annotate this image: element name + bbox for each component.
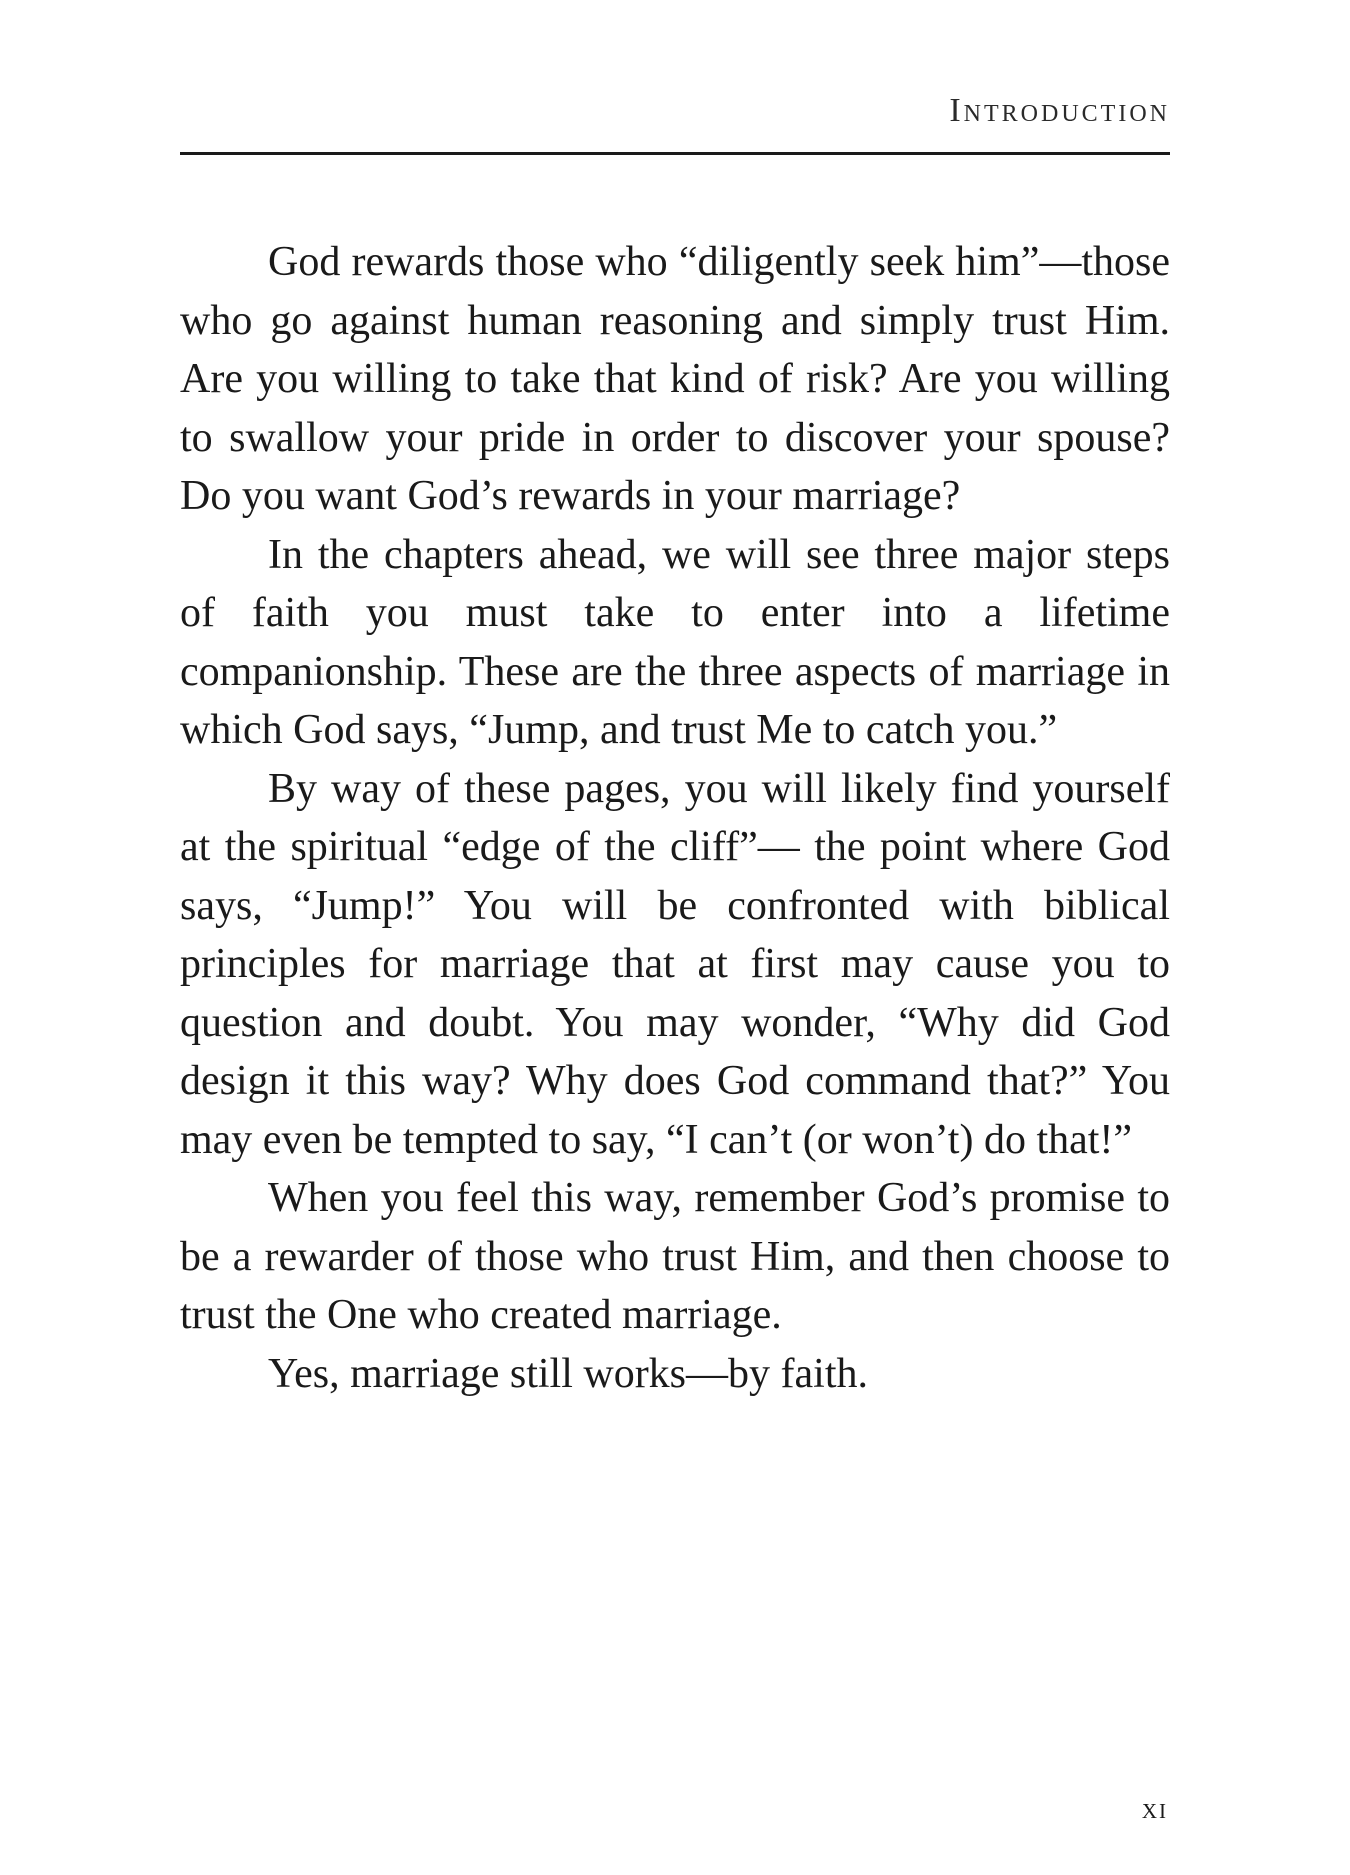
page-number: xi	[1141, 1792, 1168, 1825]
paragraph-4: When you feel this way, remember God’s promise to be a rewarder of those who trust Him, and then choose to trust the One who created marriage.	[180, 1175, 1170, 1338]
paragraph-1: God rewards those who “diligently seek him”—those who go against human reasoning and simply trust Him. Are you willing to take that kind of risk? Are you willing to swallow your pride in order to discover your spouse? Do you want God’s rewards in your marriage?	[180, 239, 1170, 519]
running-head: Introduction	[949, 92, 1170, 129]
paragraph-5: Yes, marriage still works—by faith.	[268, 1350, 868, 1397]
paragraph-2: In the chapters ahead, we will see three major steps of faith you must take to enter into a lifetime companionship. These are the three aspects of marriage in which God says, “Jump, and trust Me to catch you.”	[180, 531, 1170, 753]
body-text	[180, 233, 1170, 1403]
paragraph-3: By way of these pages, you will likely find yourself at the spiritual “edge of the cliff”— the point where God says, “Jump!” You will be confronted with biblical principles for marriage that at first may cause you to question and doubt. You may wonder, “Why did God design it this way? Why does God command that?” You may even be tempted to say, “I can’t (or won’t) do that!”	[180, 765, 1170, 1163]
header-rule	[180, 152, 1170, 155]
